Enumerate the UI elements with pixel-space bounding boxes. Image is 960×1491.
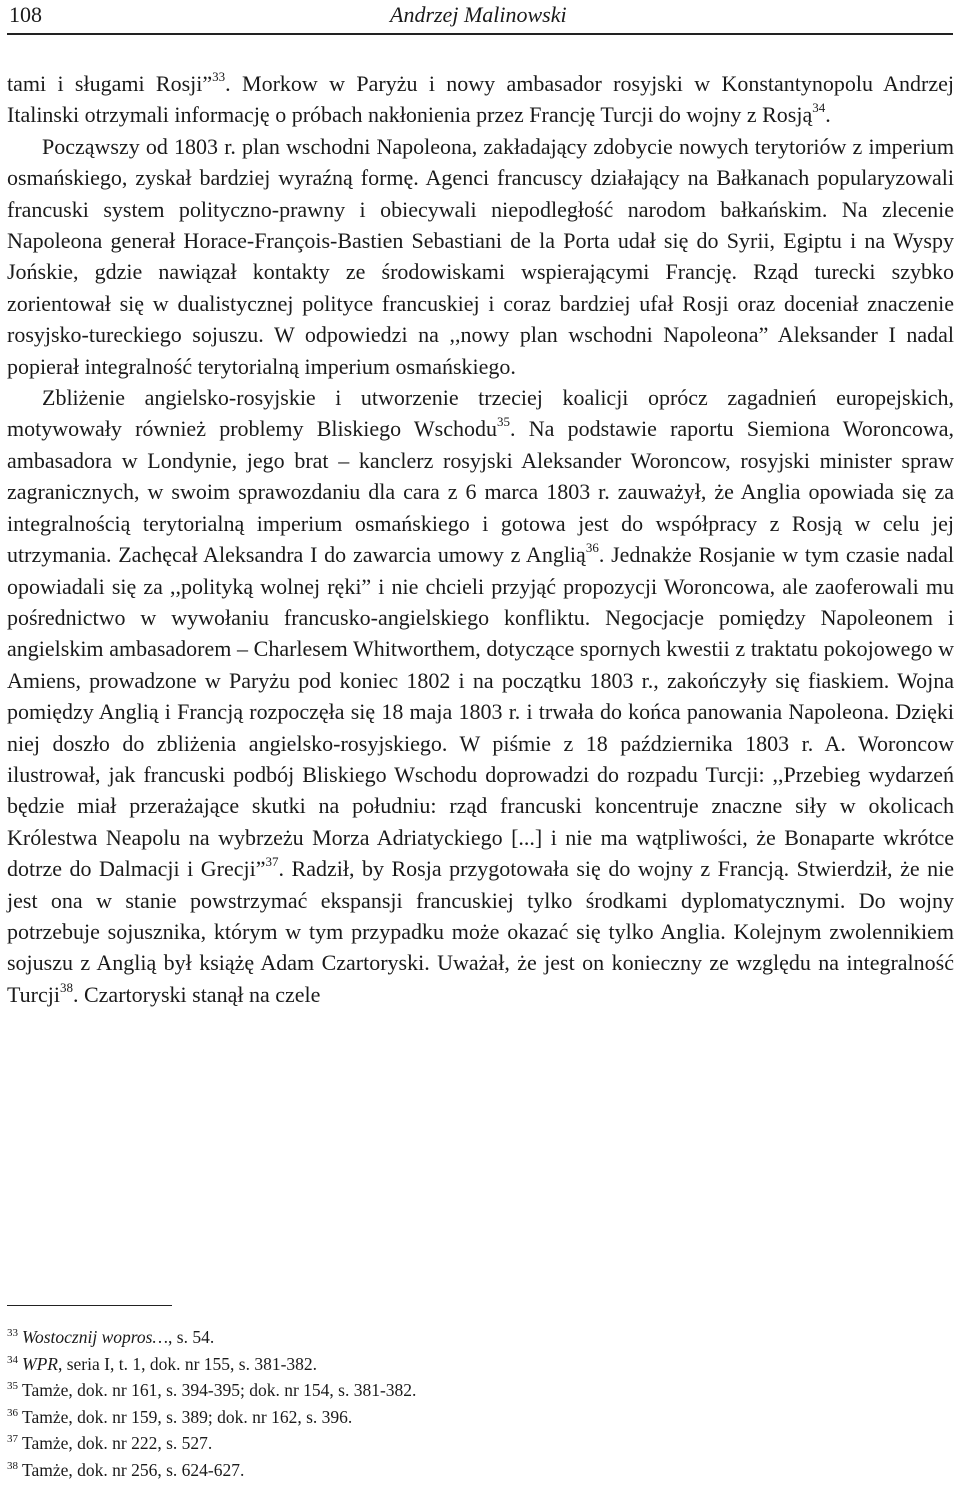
- footnote-ref-33: 33: [212, 69, 226, 84]
- running-head: Andrzej Malinowski: [390, 2, 567, 27]
- footnotes: [7, 1324, 907, 1484]
- footnote-text: Tamże, dok. nr 256, s. 624-627.: [22, 1459, 245, 1480]
- footnote-number: 38: [7, 1459, 18, 1472]
- paragraph-3-text-d: . Radził, by Rosja przygotowała się do wojny z Francją. Stwierdził, że nie jest ona w stanie powstrzymać ekspansji francuskiej tylko środkami dyplomatycznymi. Do wojny potrzebuje sojusznika, którym w tym przypadku może okazać się tylko Anglia. Kolejnym zwolennikiem sojuszu z Anglią był książę Adam Czartoryski. Uważał, że jest on konieczny ze względu na integralność Turcji: [7, 856, 954, 1007]
- footnote-text: , seria I, t. 1, dok. nr 155, s. 381-382.: [57, 1353, 318, 1374]
- footnote-italic: Wostocznij wopros…: [22, 1327, 169, 1347]
- footnote-number: 37: [7, 1433, 18, 1446]
- page-header: [7, 0, 953, 36]
- footnote-36: [7, 1404, 907, 1431]
- paragraph-3-text-e: . Czartoryski stanął na czele: [72, 981, 321, 1007]
- header-rule: [7, 33, 953, 35]
- footnote-33: [7, 1324, 907, 1351]
- footnote-number: 35: [7, 1380, 18, 1393]
- paragraph-1-text-c: .: [825, 102, 831, 128]
- footnote-ref-37: 37: [265, 854, 279, 870]
- footnote-ref-34: 34: [812, 100, 826, 116]
- footnote-rule: [7, 1305, 172, 1306]
- footnote-italic: WPR: [22, 1353, 58, 1374]
- paragraph-3: [7, 382, 954, 1010]
- paragraph-1-text-b: . Morkow w Paryżu i nowy ambasador rosyjski w Konstantynopolu Andrzej Italinski otrzymali informację o próbach nakłonienia przez Francję Turcji do wojny z Rosją: [7, 71, 954, 128]
- footnote-number: 36: [7, 1406, 18, 1419]
- footnote-number: 33: [7, 1327, 18, 1339]
- footnote-35: [7, 1377, 907, 1404]
- paragraph-3-text-c: . Jednakże Rosjanie w tym czasie nadal opowiadali się za ,,polityką wolnej ręki” i nie chcieli przyjąć propozycji Woroncowa, ale zaoferowali mu pośrednictwo w wywołaniu francusko-angielskiego konfliktu. Negocjacje pomiędzy Napoleonem i angielskim ambasadorem – Charlesem Whitworthem, dotyczące spornych kwestii z traktatu pokojowego w Amiens, prowadzone w Paryżu pod koniec 1802 i na początku 1803 r., zakończyły się fiaskiem. Wojna pomiędzy Anglią i Francją rozpoczęła się 18 maja 1803 r. i trwała do końca panowania Napoleona. Dzięki niej doszło do zbliżenia angielsko-rosyjskiego. W piśmie z 18 października 1803 r. A. Woroncow ilustrował, jak francuski podbój Bliskiego Wschodu doprowadzi do rozpadu Turcji: ,,Przebieg wydarzeń będzie miał przerażające skutki na południu: rząd francuski koncentruje znaczne siły w okolicach Królestwa Neapolu na wybrzeżu Morza Adriatyckiego [...] i nie ma wątpliwości, że Bonaparte wkrótce dotrze do Dalmacji i Grecji”: [7, 542, 954, 882]
- footnote-text: Tamże, dok. nr 161, s. 394-395; dok. nr 154, s. 381-382.: [22, 1380, 417, 1401]
- footnote-ref-38: 38: [59, 979, 73, 995]
- page-number: 108: [9, 2, 42, 27]
- paragraph-1-text-a: tami i sługami Rosji”: [7, 71, 213, 96]
- paragraph-2: [7, 131, 954, 382]
- footnote-text: Tamże, dok. nr 159, s. 389; dok. nr 162, s. 396.: [22, 1406, 353, 1427]
- footnote-ref-35: 35: [497, 414, 511, 430]
- paragraph-3-text-b: . Na podstawie raportu Siemiona Woroncowa, ambasadora w Londynie, jego brat – kanclerz rosyjski Aleksander Woroncow, rosyjski minister spraw zagranicznych, w swoim sprawozdaniu dla cara z 6 marca 1803 r. zauważył, że Anglia opowiada się za integralnością terytorialną imperium osmańskiego i gotowa jest do współpracy z Rosją w celu jej utrzymania. Zachęcał Aleksandra I do zawarcia umowy z Anglią: [7, 416, 955, 568]
- paragraph-1: [7, 68, 954, 131]
- footnote-text: , s. 54.: [168, 1327, 215, 1347]
- footnote-ref-36: 36: [585, 540, 599, 556]
- body-text: [7, 68, 954, 1010]
- footnote-37: [7, 1430, 907, 1457]
- footnote-number: 34: [7, 1353, 18, 1366]
- footnote-text: Tamże, dok. nr 222, s. 527.: [22, 1433, 213, 1454]
- paragraph-2-text: Począwszy od 1803 r. plan wschodni Napoleona, zakładający zdobycie nowych terytoriów z imperium osmańskiego, zyskał bardziej wyraźną formę. Agenci francuscy działający na Bałkanach popularyzowali francuski system polityczno-prawny i obiecywali niepodległość narodom bałkańskim. Na zlecenie Napoleona generał Horace-François-Bastien Sebastiani de la Porta udał się do Syrii, Egiptu i na Wyspy Jońskie, gdzie nawiązał kontakty ze środowiskami wspierającymi Francję. Rząd turecki szybko zorientował się w dualistycznej polityce francuskiej i coraz bardziej ufał Rosji oraz doceniał znaczenie rosyjsko-tureckiego sojuszu. W odpowiedzi na ,,nowy plan wschodni Napoleona” Aleksander I nadal popierał integralność terytorialną imperium osmańskiego.: [7, 133, 954, 379]
- paragraph-3-text-a: Zbliżenie angielsko-rosyjskie i utworzenie trzeciej koalicji oprócz zagadnień europejskich, motywowały również problemy Bliskiego Wschodu: [7, 385, 954, 442]
- footnote-34: [7, 1351, 907, 1378]
- footnote-38: [7, 1457, 907, 1484]
